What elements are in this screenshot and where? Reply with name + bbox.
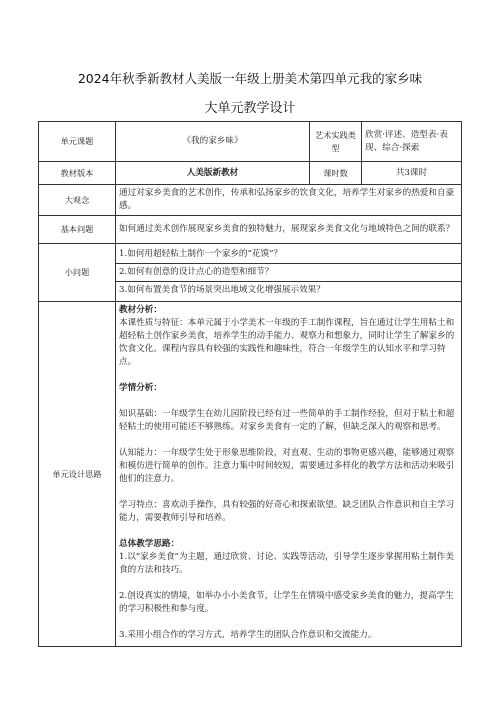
small-question-item: 2.如何有创意的设计点心的造型和细节？ — [116, 264, 461, 282]
basic-question-value: 如何通过美术创作展现家乡美食的独特魅力，展现家乡美食文化与地域特色之间的联系？ — [116, 216, 462, 244]
overall-heading: 总体教学思路： — [119, 539, 180, 549]
unit-design-table — [38, 121, 462, 647]
practice-type-value: 欣赏·评述、造型表·表现、综合·探索 — [362, 122, 462, 162]
small-question-list — [116, 244, 462, 302]
overall-step-2: 2.创设真实的情境，如举办小小美食节，让学生在情境中感受家乡美食的魅力，提高学生的学习积极性和参与度。 — [119, 591, 454, 614]
unit-topic-value: 《我的家乡味》 — [116, 122, 310, 162]
unit-topic-label: 单元课题 — [39, 122, 116, 162]
material-text: 本课性质与特征：本单元属于小学美术一年级的手工制作课程，旨在通过让学生用粘土和超轻粘土创作家乡美食，培养学生的动手能力、观察力和想象力，同时让学生了解家乡的饮食文化。课程内容具有较强的实践性和趣味性，符合一年级学生的认知水平和学习特点。 — [119, 318, 455, 367]
small-question-item: 3.如何布置美食节的场景突出地域文化增强展示效果？ — [119, 285, 325, 295]
textbook-label: 教材版本 — [39, 162, 116, 185]
small-question-label: 小问题 — [39, 244, 116, 302]
design-content — [116, 302, 462, 647]
overall-step-1: 1.以“家乡美食”为主题，通过欣赏、讨论、实践等活动，引导学生逐步掌握用粘土制作美食的方法和技巧。 — [119, 552, 454, 575]
overall-step-3: 3.采用小组合作的学习方式，培养学生的团队合作意识和交流能力。 — [119, 630, 377, 640]
learner-cognition: 认知能力：一年级学生处于形象思维阶段，对直观、生动的事物更感兴趣，能够通过观察和模仿进行简单的创作。注意力集中时间较短，需要通过多样化的教学方法和活动来吸引他们的注意力。 — [119, 448, 455, 484]
big-idea-label: 大观念 — [39, 185, 116, 216]
hours-label: 课时数 — [310, 162, 362, 185]
document-title: 2024年秋季新教材人美版一年级上册美术第四单元我的家乡味 — [77, 71, 423, 86]
small-question-item: 1.如何用超轻粘土制作一个家乡的“花馍”？ — [116, 246, 461, 264]
practice-type-label: 艺术实践类型 — [310, 122, 362, 162]
hours-value: 共3课时 — [362, 162, 462, 185]
material-heading: 教材分析： — [119, 305, 162, 315]
document-subtitle: 大单元教学设计 — [204, 101, 296, 116]
big-idea-value: 通过对家乡美食的艺术创作，传承和弘扬家乡的饮食文化，培养学生对家乡的热爱和自豪感。 — [116, 185, 462, 216]
learner-traits: 学习特点：喜欢动手操作，具有较强的好奇心和探索欲望。缺乏团队合作意识和自主学习能力，需要教师引导和培养。 — [119, 500, 455, 523]
basic-question-label: 基本问题 — [39, 216, 116, 244]
learner-heading: 学情分析： — [119, 383, 162, 393]
textbook-value: 人美版新教材 — [116, 162, 310, 185]
learner-knowledge: 知识基础：一年级学生在幼儿园阶段已经有过一些简单的手工制作经验，但对于粘土和超轻粘土的使用可能还不够熟练。对家乡美食有一定的了解，但缺乏深入的观察和思考。 — [119, 409, 455, 432]
design-label: 单元设计思路 — [39, 302, 116, 647]
